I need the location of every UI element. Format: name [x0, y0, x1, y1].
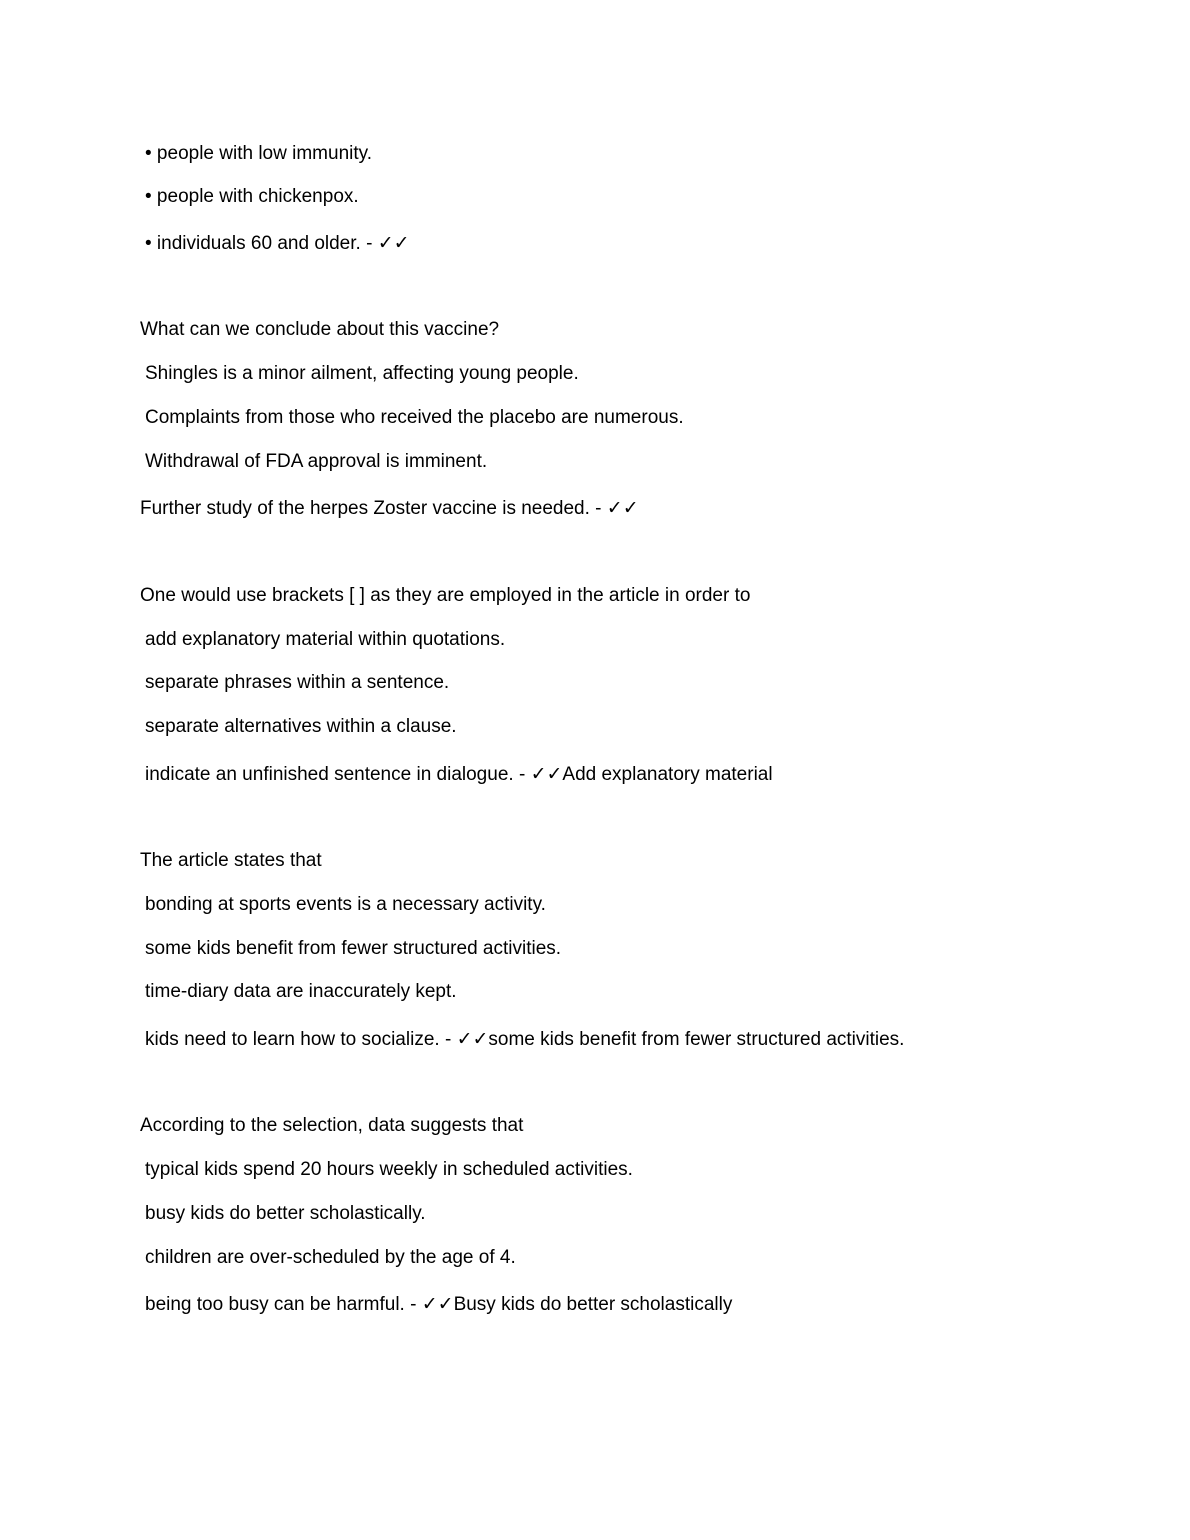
answer-option: add explanatory material within quotations. — [145, 629, 506, 650]
answer-note: some kids benefit from fewer structured activities. — [488, 1029, 905, 1050]
answer-option: Withdrawal of FDA approval is imminent. — [145, 451, 488, 472]
answer-option: busy kids do better scholastically. — [145, 1203, 426, 1224]
answer-option: separate alternatives within a clause. — [145, 716, 457, 737]
question-prompt: According to the selection, data suggests that — [140, 1115, 524, 1136]
answer-option-text: indicate an unfinished sentence in dialogue. - — [145, 764, 531, 785]
answer-option: bonding at sports events is a necessary activity. — [145, 894, 546, 915]
answer-line — [145, 1027, 904, 1052]
question-prompt: What can we conclude about this vaccine? — [140, 319, 500, 340]
question-prompt: One would use brackets [ ] as they are employed in the article in order to — [140, 585, 751, 606]
answer-line — [145, 1292, 732, 1317]
answer-option: time-diary data are inaccurately kept. — [145, 981, 457, 1002]
answer-option: some kids benefit from fewer structured activities. — [145, 938, 562, 959]
check-mark-icon: ✓✓ — [530, 763, 563, 785]
answer-option: Shingles is a minor ailment, affecting young people. — [145, 363, 579, 384]
question-prompt: The article states that — [140, 850, 322, 871]
bullet-text: • individuals 60 and older. - — [145, 233, 378, 254]
answer-note: Add explanatory material — [562, 764, 773, 785]
bullet-item: • people with low immunity. — [145, 143, 372, 164]
answer-option-text: being too busy can be harmful. - — [145, 1294, 422, 1315]
answer-note: Busy kids do better scholastically — [453, 1294, 733, 1315]
check-mark-icon: ✓✓ — [377, 232, 410, 254]
check-mark-icon: ✓✓ — [456, 1028, 489, 1050]
answer-option: separate phrases within a sentence. — [145, 672, 450, 693]
answer-option: Complaints from those who received the placebo are numerous. — [145, 407, 684, 428]
answer-option-text: Further study of the herpes Zoster vaccine is needed. - — [140, 498, 607, 519]
bullet-item — [145, 231, 410, 256]
answer-option: children are over-scheduled by the age of 4. — [145, 1247, 516, 1268]
check-mark-icon: ✓✓ — [606, 497, 639, 519]
answer-line — [145, 762, 773, 787]
bullet-item: • people with chickenpox. — [145, 186, 359, 207]
answer-option: typical kids spend 20 hours weekly in scheduled activities. — [145, 1159, 633, 1180]
answer-line — [140, 496, 639, 521]
check-mark-icon: ✓✓ — [421, 1293, 454, 1315]
answer-option-text: kids need to learn how to socialize. - — [145, 1029, 457, 1050]
